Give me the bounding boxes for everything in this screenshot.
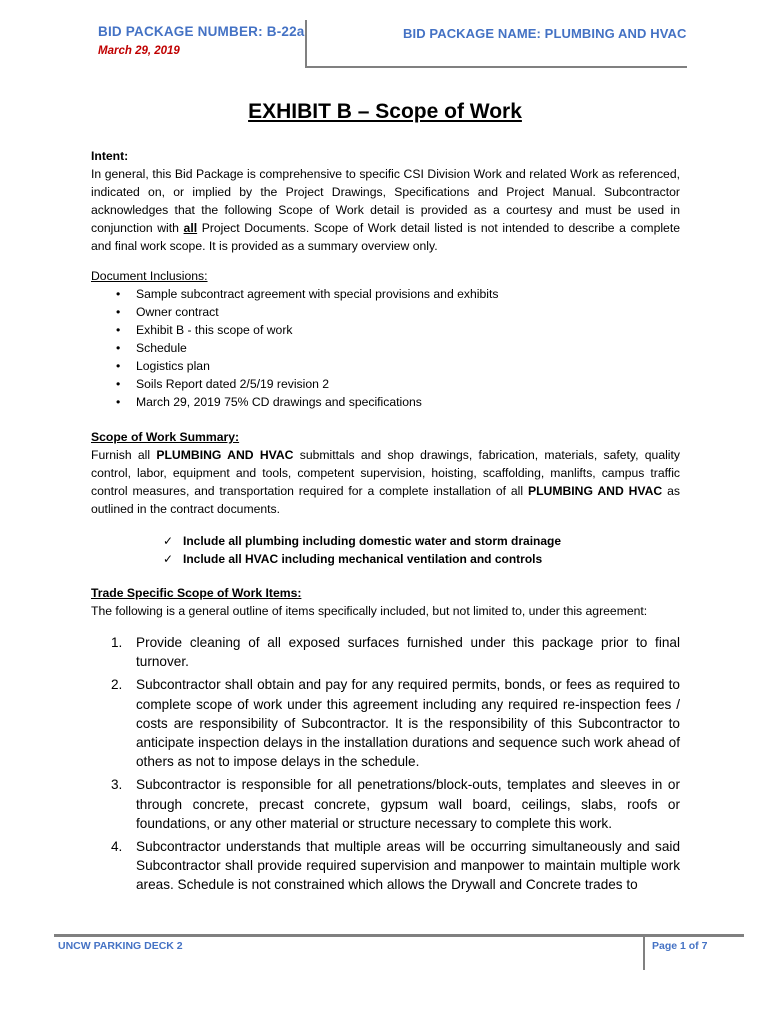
inclusion-item [91, 375, 680, 393]
trade-item [91, 675, 680, 771]
checkmark-icon: ✓ [163, 534, 174, 548]
inclusions-section [91, 267, 680, 411]
trade-item-text: Subcontractor is responsible for all penetrations/block-outs, templates and sleeves in or through concrete, precast concrete, gypsum wall board, ceilings, slabs, roofs or foundations, or any other material or structure necessary to complete this work. [136, 777, 680, 831]
check-item [91, 550, 680, 568]
header-divider-horizontal [305, 66, 687, 68]
inclusion-item [91, 285, 680, 303]
trade-items-list [91, 633, 680, 895]
bullet-icon: • [116, 287, 121, 301]
header-divider-vertical [305, 20, 307, 68]
trade-item-text: Subcontractor shall obtain and pay for any required permits, bonds, or fees as required to complete scope of work under this agreement including any required re-inspection fees / costs are responsibility of Subcontractor. It is the responsibility of this Subcontractor to anticipate inspection delays in the installation durations and sequence such work ahead of others as not to impose delays in the schedule. [136, 677, 680, 770]
inclusion-item [91, 321, 680, 339]
summary-heading: Scope of Work Summary: [91, 430, 240, 444]
inclusion-text: March 29, 2019 75% CD drawings and specifications [136, 395, 422, 409]
summary-checks-section [91, 532, 680, 568]
trade-item [91, 775, 680, 833]
trade-heading: Trade Specific Scope of Work Items: [91, 586, 302, 600]
intent-paragraph [91, 165, 680, 255]
page-title: EXHIBIT B – Scope of Work [248, 100, 522, 123]
trade-item [91, 837, 680, 895]
footer-project: UNCW PARKING DECK 2 [58, 940, 183, 952]
bid-package-name: BID PACKAGE NAME: PLUMBING AND HVAC [403, 26, 687, 41]
header-date: March 29, 2019 [98, 45, 180, 57]
summary-text-2: submittals and shop drawings, fabrication, materials, safety, quality control, labor, equipment and tools, competent supervision, hoisting, scaffolding, manlifts, campus traffic control measures, and transportation required for a complete installation of all [91, 448, 680, 498]
intent-emphasis: all [183, 221, 198, 235]
intent-text-2: Project Documents. Scope of Work detail listed is not intended to describe a complete and final work scope. It is provided as a summary overview only. [91, 221, 680, 253]
trade-item-text: Subcontractor understands that multiple areas will be occurring simultaneously and said Subcontractor shall provide required supervision and manpower to maintain multiple work areas. Schedule is not constrained which allows the Drywall and Concrete trades to [136, 839, 680, 893]
trade-section [91, 584, 680, 620]
summary-bold-1: PLUMBING AND HVAC [156, 448, 294, 462]
inclusion-item [91, 393, 680, 411]
header-left [98, 24, 308, 57]
inclusion-text: Owner contract [136, 305, 219, 319]
intent-text-1: In general, this Bid Package is comprehensive to specific CSI Division Work and related Work as referenced, indicated on, or implied by the Project Drawings, Specifications and Project Manual. Subcontractor acknowledges that the following Scope of Work detail is provided as a courtesy and must be used in conjunction with [91, 167, 680, 235]
check-text: Include all plumbing including domestic water and storm drainage [183, 534, 562, 548]
summary-text-3: as outlined in the contract documents. [91, 484, 680, 516]
check-item [91, 532, 680, 550]
inclusion-item [91, 357, 680, 375]
summary-bold-2: PLUMBING AND HVAC [527, 484, 663, 498]
checkmark-icon: ✓ [163, 552, 174, 566]
inclusion-text: Schedule [136, 341, 187, 355]
trade-item-number: 4. [111, 839, 123, 855]
intent-section [91, 147, 680, 255]
trade-items-section [91, 633, 680, 899]
bid-package-number: BID PACKAGE NUMBER: B-22a [98, 24, 305, 39]
intent-heading: Intent: [91, 149, 129, 163]
summary-section [91, 428, 680, 518]
trade-item-text: Provide cleaning of all exposed surfaces furnished under this package prior to final turnover. [136, 635, 680, 670]
inclusion-text: Logistics plan [136, 359, 210, 373]
bullet-icon: • [116, 377, 121, 391]
trade-item-number: 1. [111, 635, 123, 650]
footer-divider-vertical [643, 934, 645, 970]
bullet-icon: • [116, 341, 121, 355]
summary-check-list [91, 532, 680, 568]
inclusions-heading: Document Inclusions: [91, 269, 208, 283]
inclusion-item [91, 339, 680, 357]
bullet-icon: • [116, 305, 121, 319]
trade-item-number: 3. [111, 777, 123, 793]
footer-page-number: Page 1 of 7 [652, 940, 708, 952]
trade-item [91, 633, 680, 671]
inclusions-list [91, 285, 680, 411]
summary-text-1: Furnish all [91, 448, 157, 462]
bullet-icon: • [116, 323, 121, 337]
check-text: Include all HVAC including mechanical ventilation and controls [183, 552, 543, 566]
inclusion-text: Exhibit B - this scope of work [136, 323, 293, 337]
summary-paragraph [91, 446, 680, 518]
inclusion-text: Soils Report dated 2/5/19 revision 2 [136, 377, 330, 391]
trade-intro: The following is a general outline of items specifically included, but not limited to, under this agreement: [91, 604, 648, 618]
bullet-icon: • [116, 359, 121, 373]
footer-divider-horizontal [54, 934, 744, 937]
trade-item-number: 2. [111, 677, 123, 693]
inclusion-item [91, 303, 680, 321]
bullet-icon: • [116, 395, 121, 409]
inclusion-text: Sample subcontract agreement with special provisions and exhibits [136, 287, 499, 301]
